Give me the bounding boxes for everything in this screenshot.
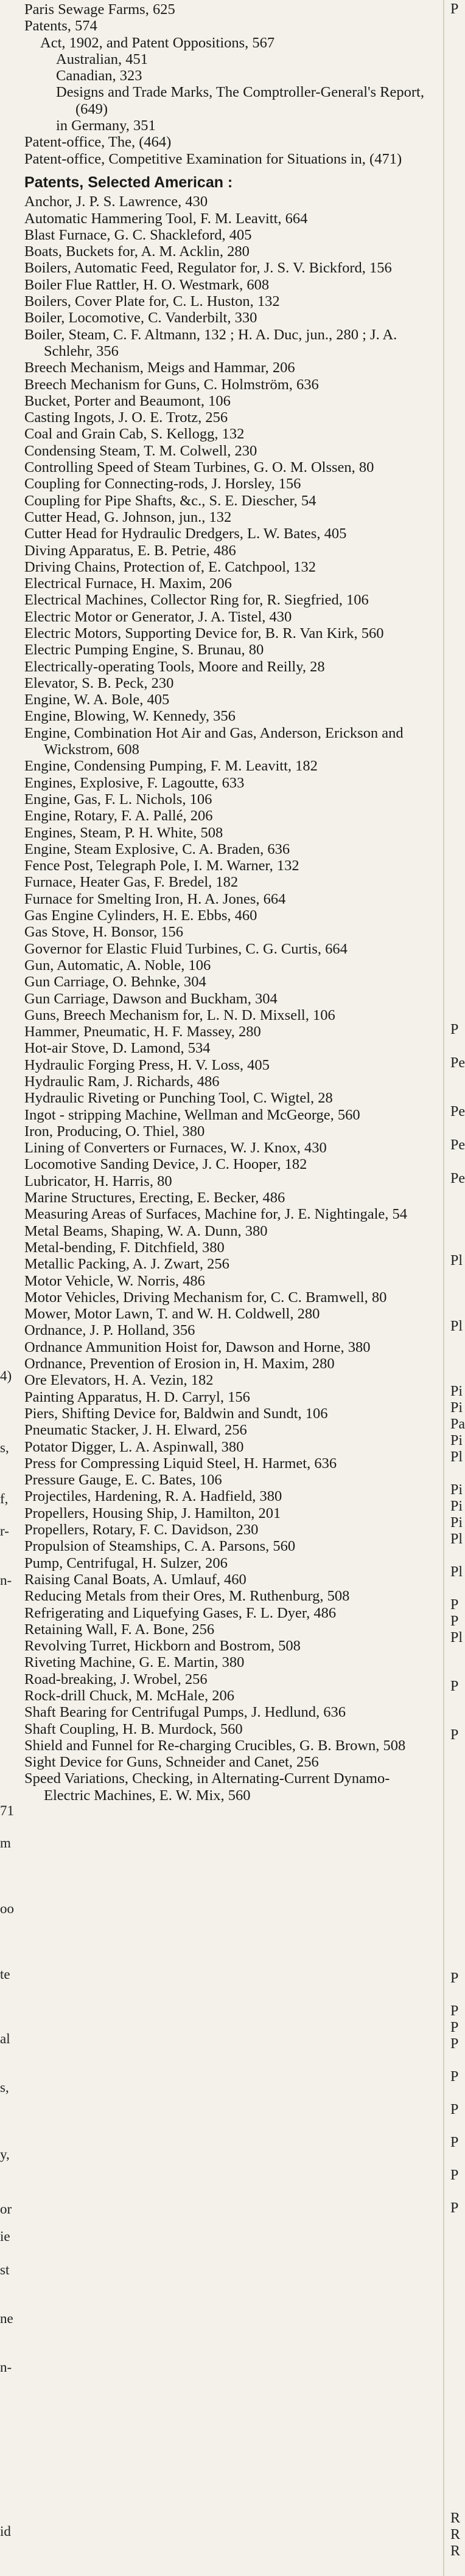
right-fragment: R [450, 2527, 461, 2543]
left-page-margin-fragments [0, 0, 14, 2576]
patent-entry: Coupling for Pipe Shafts, &c., S. E. Diescher, 54 [24, 492, 316, 509]
right-fragment: Pl [450, 1449, 463, 1465]
patent-entry: Engines, Explosive, F. Lagoutte, 633 [24, 774, 245, 791]
patents-general-entries [24, 1, 426, 167]
patent-entry: Propellers, Housing Ship, J. Hamilton, 201 [24, 1504, 281, 1522]
right-fragment: P [450, 1613, 459, 1629]
patent-entry: Bucket, Porter and Beaumont, 106 [24, 392, 231, 409]
patent-entry: Pump, Centrifugal, H. Sulzer, 206 [24, 1554, 228, 1571]
left-fragment: f, [0, 1491, 9, 1506]
patent-entry: Engine, Condensing Pumping, F. M. Leavitt, 182 [24, 758, 318, 775]
patent-entry: Casting Ingots, J. O. E. Trotz, 256 [24, 409, 228, 426]
patent-entry: Boiler Flue Rattler, H. O. Westmark, 608 [24, 276, 270, 293]
right-fragment: R [450, 2510, 461, 2526]
patent-entry: Electric Motors, Supporting Device for, B. R. Van Kirk, 560 [24, 625, 384, 642]
patent-entry: Press for Compressing Liquid Steel, H. Harmet, 636 [24, 1455, 337, 1472]
index-entry: Act, 1902, and Patent Oppositions, 567 [40, 34, 275, 51]
patent-entry: Engine, Combination Hot Air and Gas, Anderson, Erickson and Wickstrom, 608 [24, 724, 404, 758]
patent-entry: Cutter Head, G. Johnson, jun., 132 [24, 508, 232, 525]
patent-entry: Metal-bending, F. Ditchfield, 380 [24, 1239, 225, 1256]
patent-entry: Metal Beams, Shaping, W. A. Dunn, 380 [24, 1222, 268, 1239]
right-fragment: Pi [450, 1383, 463, 1399]
left-fragment: n- [0, 1573, 12, 1588]
patent-entry: Shaft Coupling, H. B. Murdock, 560 [24, 1720, 243, 1737]
section-heading-selected-american-patents: Patents, Selected American : [24, 173, 233, 191]
patent-entry: Elevator, S. B. Peck, 230 [24, 674, 174, 691]
patent-entry: Mower, Motor Lawn, T. and W. H. Coldwell, 280 [24, 1306, 320, 1323]
right-fragment: P [450, 1022, 459, 1037]
page-gutter-divider [443, 0, 444, 2576]
right-fragment: Pi [450, 1433, 463, 1449]
patent-entry: Electric Motor or Generator, J. A. Tistel, 430 [24, 608, 292, 625]
patent-entry: Refrigerating and Liquefying Gases, F. L. Dyer, 486 [24, 1604, 337, 1621]
right-fragment: Pi [450, 1400, 463, 1416]
patent-entry: Boiler, Steam, C. F. Altmann, 132 ; H. A. Duc, jun., 280 ; J. A. Schlehr, 356 [24, 326, 397, 359]
index-entry: Patents, 574 [24, 18, 97, 35]
right-fragment: Pa [450, 1416, 465, 1432]
patent-entry: Iron, Producing, O. Thiel, 380 [24, 1123, 205, 1140]
patent-entry: Electrical Machines, Collector Ring for, R. Siegfried, 106 [24, 592, 369, 609]
right-fragment: P [450, 2069, 459, 2085]
right-fragment: P [450, 2102, 459, 2117]
patent-entry: Coupling for Connecting-rods, J. Horsley, 156 [24, 476, 301, 493]
left-fragment: s, [0, 2080, 9, 2095]
patent-entry: Engines, Steam, P. H. White, 508 [24, 824, 223, 841]
left-fragment: ne [0, 2311, 13, 2326]
right-fragment: P [450, 1597, 459, 1613]
patent-entry: Gun Carriage, O. Behnke, 304 [24, 974, 206, 991]
patent-entry: Electrically-operating Tools, Moore and Reilly, 28 [24, 658, 325, 675]
patent-entry: Engine, W. A. Bole, 405 [24, 691, 170, 708]
right-fragment: Pe [450, 1104, 465, 1120]
patent-entry: Gas Stove, H. Bonsor, 156 [24, 924, 184, 941]
index-entry: in Germany, 351 [56, 117, 156, 134]
patent-entry: Driving Chains, Protection of, E. Catchpool, 132 [24, 558, 316, 575]
patent-entry: Piers, Shifting Device for, Baldwin and Sundt, 106 [24, 1405, 328, 1422]
right-fragment: Pe [450, 1137, 465, 1153]
patent-entry: Shield and Funnel for Re-charging Crucibles, G. B. Brown, 508 [24, 1737, 406, 1754]
right-fragment: Pi [450, 1482, 463, 1498]
patent-entry: Ore Elevators, H. A. Vezin, 182 [24, 1372, 214, 1389]
patent-entry: Breech Mechanism, Meigs and Hammar, 206 [24, 359, 295, 376]
right-fragment: P [450, 1, 459, 17]
left-fragment: s, [0, 1440, 9, 1455]
left-fragment: 71 [0, 1803, 14, 1818]
index-entry: Patent-office, Competitive Examination for Situations in, (471) [24, 150, 402, 167]
patent-entry: Sight Device for Guns, Schneider and Canet, 256 [24, 1754, 319, 1771]
patent-entry: Guns, Breech Mechanism for, L. N. D. Mixsell, 106 [24, 1006, 335, 1023]
patent-entry: Locomotive Sanding Device, J. C. Hooper, 182 [24, 1156, 307, 1173]
patent-entry: Reducing Metals from their Ores, M. Ruthenburg, 508 [24, 1588, 350, 1605]
patent-entry: Shaft Bearing for Centrifugal Pumps, J. Hedlund, 636 [24, 1704, 346, 1721]
left-fragment: m [0, 1835, 11, 1851]
left-fragment: n- [0, 2360, 12, 2375]
patent-entry: Furnace for Smelting Iron, H. A. Jones, 664 [24, 890, 286, 907]
patent-entry: Rock-drill Chuck, M. McHale, 206 [24, 1687, 234, 1704]
right-fragment: P [450, 1727, 459, 1743]
left-fragment: oo [0, 1901, 14, 1916]
right-fragment: Pl [450, 1318, 463, 1334]
patent-entry: Road-breaking, J. Wrobel, 256 [24, 1671, 208, 1688]
right-fragment: P [450, 2167, 459, 2183]
right-fragment: P [450, 1970, 459, 1986]
right-fragment: Pl [450, 1531, 463, 1547]
patent-entry: Hydraulic Ram, J. Richards, 486 [24, 1073, 220, 1090]
patent-entry: Boilers, Cover Plate for, C. L. Huston, 132 [24, 293, 280, 310]
patent-entry: Fence Post, Telegraph Pole, I. M. Warner, 132 [24, 857, 299, 874]
left-fragment: al [0, 2031, 10, 2046]
patent-entry: Anchor, J. P. S. Lawrence, 430 [24, 193, 208, 210]
patent-entry: Diving Apparatus, E. B. Petrie, 486 [24, 542, 236, 559]
left-fragment: 4) [0, 1368, 12, 1383]
index-entry: Patent-office, The, (464) [24, 134, 172, 151]
patent-entry: Propulsion of Steamships, C. A. Parsons, 560 [24, 1538, 296, 1555]
patent-entry: Gas Engine Cylinders, H. E. Ebbs, 460 [24, 907, 257, 924]
right-fragment: Pl [450, 1630, 463, 1646]
patent-entry: Governor for Elastic Fluid Turbines, C. G. Curtis, 664 [24, 940, 348, 957]
index-entry: Canadian, 323 [56, 68, 142, 85]
right-fragment: P [450, 2003, 459, 2019]
right-page-margin-fragments [450, 0, 463, 2576]
patent-entry: Boilers, Automatic Feed, Regulator for, J. S. V. Bickford, 156 [24, 260, 392, 277]
right-fragment: P [450, 1678, 459, 1694]
left-fragment: st [0, 2262, 10, 2277]
patent-entry: Coal and Grain Cab, S. Kellogg, 132 [24, 426, 245, 443]
right-fragment: Pl [450, 1564, 463, 1580]
patent-entry: Lining of Converters or Furnaces, W. J. Knox, 430 [24, 1140, 327, 1157]
left-fragment: r- [0, 1523, 9, 1539]
patent-entry: Controlling Speed of Steam Turbines, G. O. M. Olssen, 80 [24, 459, 374, 476]
patent-entry: Revolving Turret, Hickborn and Bostrom, 508 [24, 1638, 301, 1655]
patent-entry: Engine, Rotary, F. A. Pallé, 206 [24, 808, 213, 825]
patent-entry: Metallic Packing, A. J. Zwart, 256 [24, 1256, 229, 1273]
patent-entry: Potator Digger, L. A. Aspinwall, 380 [24, 1438, 244, 1455]
patent-entry: Engine, Gas, F. L. Nichols, 106 [24, 791, 212, 808]
patent-entry: Raising Canal Boats, A. Umlauf, 460 [24, 1571, 246, 1588]
patent-entry: Furnace, Heater Gas, F. Bredel, 182 [24, 874, 239, 891]
index-entry: Paris Sewage Farms, 625 [24, 1, 175, 18]
patent-entry: Retaining Wall, F. A. Bone, 256 [24, 1621, 215, 1638]
index-column [24, 1, 426, 1804]
patent-entry: Motor Vehicles, Driving Mechanism for, C. C. Bramwell, 80 [24, 1289, 387, 1306]
patent-entry: Propellers, Rotary, F. C. Davidson, 230 [24, 1522, 259, 1539]
index-entry: Designs and Trade Marks, The Comptroller-General's Report, (649) [56, 84, 424, 117]
right-fragment: Pe [450, 1171, 465, 1186]
patent-entry: Boats, Buckets for, A. M. Acklin, 280 [24, 243, 250, 260]
patent-entry: Hammer, Pneumatic, H. F. Massey, 280 [24, 1023, 261, 1040]
patent-entry: Ingot - stripping Machine, Wellman and McGeorge, 560 [24, 1106, 360, 1123]
right-fragment: R [450, 2543, 461, 2559]
patent-entry: Speed Variations, Checking, in Alternating-Current Dynamo-Electric Machines, E. W. Mix, 560 [24, 1770, 390, 1804]
patent-entry: Hydraulic Forging Press, H. V. Loss, 405 [24, 1056, 270, 1073]
patent-entry: Boiler, Locomotive, C. Vanderbilt, 330 [24, 310, 257, 327]
patent-entry: Ordnance, Prevention of Erosion in, H. Maxim, 280 [24, 1356, 335, 1373]
left-fragment: id [0, 2524, 11, 2539]
right-fragment: Pl [450, 1253, 463, 1269]
patent-entry: Riveting Machine, G. E. Martin, 380 [24, 1654, 245, 1671]
patent-entry: Cutter Head for Hydraulic Dredgers, L. W. Bates, 405 [24, 525, 347, 542]
left-fragment: ie [0, 2229, 10, 2244]
patent-entry: Motor Vehicle, W. Norris, 486 [24, 1272, 205, 1289]
patent-entry: Painting Apparatus, H. D. Carryl, 156 [24, 1388, 250, 1405]
patent-entry: Pressure Gauge, E. C. Bates, 106 [24, 1472, 222, 1489]
right-fragment: Pi [450, 1515, 463, 1531]
patent-entry: Hot-air Stove, D. Lamond, 534 [24, 1040, 211, 1057]
right-fragment: P [450, 2036, 459, 2052]
patent-entry: Ordnance Ammunition Hoist for, Dawson and Horne, 380 [24, 1338, 371, 1356]
patent-entry: Projectiles, Hardening, R. A. Hadfield, 380 [24, 1488, 282, 1505]
right-fragment: Pi [450, 1498, 463, 1514]
right-fragment: P [450, 2135, 459, 2150]
patent-entry: Electric Pumping Engine, S. Brunau, 80 [24, 642, 264, 659]
left-fragment: or [0, 2201, 12, 2217]
right-fragment: P [450, 2020, 459, 2035]
patent-entry: Condensing Steam, T. M. Colwell, 230 [24, 442, 257, 459]
patent-entry: Ordnance, J. P. Holland, 356 [24, 1322, 195, 1339]
patent-entry: Gun Carriage, Dawson and Buckham, 304 [24, 990, 278, 1007]
patent-entry: Lubricator, H. Harris, 80 [24, 1172, 172, 1189]
left-fragment: y, [0, 2147, 10, 2162]
patent-entry: Engine, Steam Explosive, C. A. Braden, 636 [24, 840, 290, 857]
patent-entry: Electrical Furnace, H. Maxim, 206 [24, 575, 232, 592]
patent-entry: Breech Mechanism for Guns, C. Holmström, 636 [24, 376, 319, 393]
patent-entry: Blast Furnace, G. C. Shackleford, 405 [24, 226, 252, 243]
left-fragment: te [0, 1967, 10, 1982]
right-fragment: P [450, 2200, 459, 2216]
american-patents-list [24, 193, 426, 1804]
patent-entry: Gun, Automatic, A. Noble, 106 [24, 957, 211, 974]
patent-entry: Engine, Blowing, W. Kennedy, 356 [24, 708, 236, 725]
patent-entry: Marine Structures, Erecting, E. Becker, 486 [24, 1189, 285, 1207]
right-fragment: Pe [450, 1055, 465, 1071]
patent-entry: Pneumatic Stacker, J. H. Elward, 256 [24, 1422, 247, 1439]
patent-entry: Hydraulic Riveting or Punching Tool, C. Wigtel, 28 [24, 1090, 333, 1107]
patent-entry: Measuring Areas of Surfaces, Machine for, J. E. Nightingale, 54 [24, 1206, 408, 1223]
index-entry: Australian, 451 [56, 50, 149, 68]
patent-entry: Automatic Hammering Tool, F. M. Leavitt, 664 [24, 210, 308, 227]
